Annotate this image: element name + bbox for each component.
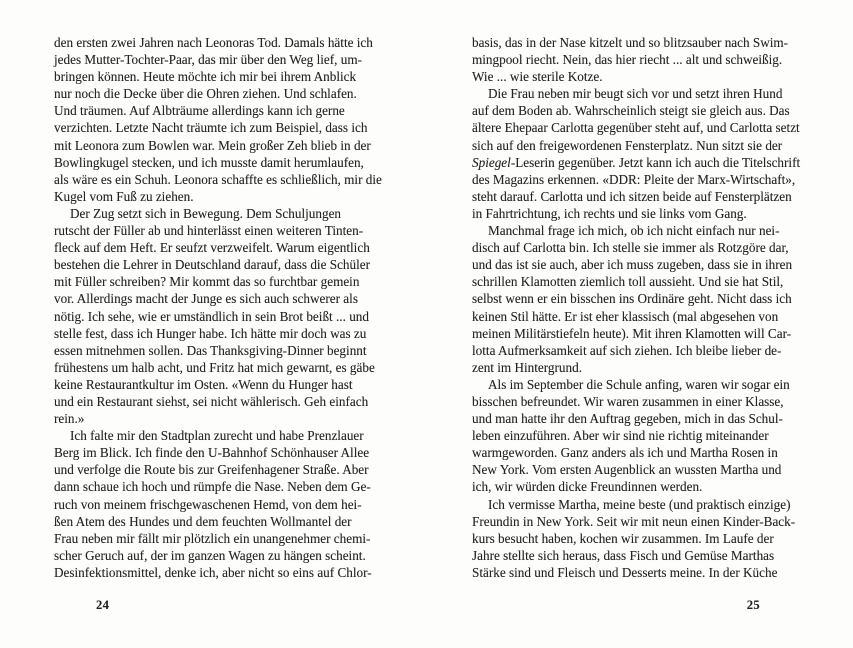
text-line: auf dem Boden ab. Wahrscheinlich steigt sie gleich aus. Das bbox=[472, 103, 790, 119]
text-line: Jahre stellte sich heraus, dass Fisch und Gemüse Marthas bbox=[472, 547, 775, 563]
text-line: sich auf den freigewordenen Fensterplatz. Nun sitzt sie der bbox=[472, 137, 783, 153]
text-line: keinen Stil hätte. Er ist eher klassisch (mal abgesehen von bbox=[472, 308, 779, 324]
text-line: als wäre es ein Schuh. Leonora schaffte es schließlich, mir die bbox=[54, 171, 382, 187]
text-line: Kugel vom Fuß zu ziehen. bbox=[54, 188, 194, 204]
text-line: mit Füller schreiben? Mir kommt das so furchtbar gemein bbox=[54, 274, 360, 290]
text-line: Bowlingkugel stecken, und ich musste damit herumlaufen, bbox=[54, 154, 364, 170]
text-line: scher Geruch auf, der im ganzen Wagen zu hängen scheint. bbox=[54, 547, 366, 563]
text-line: rein.» bbox=[54, 411, 85, 427]
paragraph bbox=[472, 376, 806, 496]
paragraph bbox=[472, 496, 806, 581]
text-line: nötig. Ich sehe, wie er umständlich in sein Brot beißt ... und bbox=[54, 308, 369, 324]
text-line: und man hatte ihr den Auftrag gegeben, mich in das Schul- bbox=[472, 411, 783, 427]
text-line: vor. Allerdings macht der Junge es sich auch schwerer als bbox=[54, 291, 358, 307]
text-line: zent im Hintergrund. bbox=[472, 359, 582, 375]
text-line: Freundin in New York. Seit wir mit neun einen Kinder-Back- bbox=[472, 513, 796, 529]
page-number-left: 24 bbox=[96, 598, 110, 612]
text-line: ältere Ehepaar Carlotta gegenüber steht auf, und Carlotta setzt bbox=[472, 120, 800, 136]
text-line: Ich falte mir den Stadtplan zurecht und habe Prenzlauer bbox=[70, 428, 364, 444]
text-line: Berg im Blick. Ich finde den U-Bahnhof Schönhauser Allee bbox=[54, 445, 370, 461]
text-line: lotta Aufmerksamkeit auf sich ziehen. Ich bleibe lieber de- bbox=[472, 342, 782, 358]
text-line: selbst wenn er ein bisschen ins Ordinäre geht. Nicht dass ich bbox=[472, 291, 792, 307]
text-line: und ein Restaurant siehst, sei nicht wählerisch. Geh einfach bbox=[54, 393, 369, 409]
text-line: fleck auf dem Heft. Er seufzt verzweifelt. Warum eigentlich bbox=[54, 240, 370, 256]
right-page-text bbox=[472, 34, 806, 581]
left-page bbox=[54, 34, 388, 634]
text-line: kurs besucht haben, kochen wir zusammen. Im Laufe der bbox=[472, 530, 774, 546]
paragraph bbox=[472, 34, 806, 85]
page-number-right: 25 bbox=[746, 598, 760, 612]
text-line: Die Frau neben mir beugt sich vor und setzt ihren Hund bbox=[488, 86, 783, 102]
text-line: warmgeworden. Ganz anders als ich und Martha Rosen in bbox=[472, 445, 778, 461]
text-line: disch auf Carlotta bin. Ich stelle sie immer als Rotzgöre dar, bbox=[472, 240, 789, 256]
text-line: ruch von meinem frischgewaschenen Hemd, von dem hei- bbox=[54, 496, 362, 512]
text-line: frühestens um halb acht, und Fritz hat mich gewarnt, es gäbe bbox=[54, 359, 375, 375]
text-line: steht darauf. Carlotta und ich sitzen beide auf Fensterplätzen bbox=[472, 188, 792, 204]
paragraph bbox=[54, 205, 388, 427]
paragraph bbox=[54, 34, 388, 205]
text-line: leben einzuführen. Aber wir sind nie richtig miteinander bbox=[472, 428, 769, 444]
text-line: Wie ... wie sterile Kotze. bbox=[472, 69, 603, 85]
text-line: schrillen Klamotten ziemlich toll aussieht. Und sie hat Stil, bbox=[472, 274, 784, 290]
paragraph bbox=[472, 85, 806, 222]
text-line: nur noch die Decke über die Ohren ziehen. Und schlafen. bbox=[54, 86, 357, 102]
text-line: Als im September die Schule anfing, waren wir sogar ein bbox=[488, 376, 790, 392]
text-line: ßen Atem des Hundes und dem feuchten Wollmantel der bbox=[54, 513, 352, 529]
text-line: keine Restaurantkultur im Osten. «Wenn du Hunger hast bbox=[54, 376, 353, 392]
text-line: Stärke sind und Fleisch und Desserts meine. In der Küche bbox=[472, 564, 778, 580]
text-line: dann schaue ich hoch und rümpfe die Nase. Neben dem Ge- bbox=[54, 479, 371, 495]
text-line: den ersten zwei Jahren nach Leonoras Tod. Damals hätte ich bbox=[54, 35, 373, 50]
text-line: bestehen die Lehrer in Deutschland darauf, dass die Schüler bbox=[54, 257, 371, 273]
text-line: des Magazins erkennen. «DDR: Pleite der Marx-Wirtschaft», bbox=[472, 171, 796, 187]
text-line: Und träumen. Auf Albträume allerdings kann ich gerne bbox=[54, 103, 345, 119]
text-line: verzichten. Letzte Nacht träumte ich zum Beispiel, dass ich bbox=[54, 120, 368, 136]
text-line: Der Zug setzt sich in Bewegung. Dem Schuljungen bbox=[70, 205, 342, 221]
text-line: meinen Militärstiefeln heute). Mit ihren Klamotten will Car- bbox=[472, 325, 792, 341]
text-line: bisschen befreundet. Wir waren zusammen in einer Klasse, bbox=[472, 393, 784, 409]
text-line: bringen können. Heute möchte ich mir bei ihrem Anblick bbox=[54, 69, 357, 85]
text-line: Desinfektionsmittel, denke ich, aber nicht so eins auf Chlor- bbox=[54, 564, 372, 580]
text-line: Manchmal frage ich mich, ob ich nicht einfach nur nei- bbox=[488, 223, 780, 239]
text-line: und verfolge die Route bis zur Greifenhagener Straße. Aber bbox=[54, 462, 369, 478]
text-line: ich, wir würden dicke Freundinnen werden. bbox=[472, 479, 703, 495]
text-line: New York. Vom ersten Augenblick an wussten Martha und bbox=[472, 462, 782, 478]
text-line: stelle fest, dass ich Hunger habe. Ich hätte mir doch was zu bbox=[54, 325, 367, 341]
text-line: mit Leonora zum Bowlen war. Mein großer Zeh blieb in der bbox=[54, 137, 371, 153]
text-line: in Fahrtrichtung, ich rechts und sie links vom Gang. bbox=[472, 205, 747, 221]
text-line: rutscht der Füller ab und hinterlässt einen weiteren Tinten- bbox=[54, 223, 364, 239]
paragraph bbox=[472, 222, 806, 376]
text-line: Ich vermisse Martha, meine beste (und praktisch einzige) bbox=[488, 496, 791, 512]
text-line: und das ist sie auch, aber ich muss zugeben, dass sie in ihren bbox=[472, 257, 793, 273]
text-line: Frau neben mir fällt mir plötzlich ein unangenehmer chemi- bbox=[54, 530, 371, 546]
text-line: essen mitnehmen sollen. Das Thanksgiving-Dinner beginnt bbox=[54, 342, 367, 358]
left-page-text bbox=[54, 34, 388, 581]
paragraph bbox=[54, 427, 388, 581]
text-line: basis, das in der Nase kitzelt und so blitzsauber nach Swim- bbox=[472, 35, 789, 50]
text-line: mingpool riecht. Nein, das hier riecht ... alt und schweißig. bbox=[472, 52, 783, 68]
right-page bbox=[472, 34, 806, 634]
text-line: jedes Mutter-Tochter-Paar, das mir über den Weg lief, um- bbox=[54, 52, 362, 68]
text-line: Spiegel-Leserin gegenüber. Jetzt kann ich auch die Titelschrift bbox=[472, 154, 801, 170]
